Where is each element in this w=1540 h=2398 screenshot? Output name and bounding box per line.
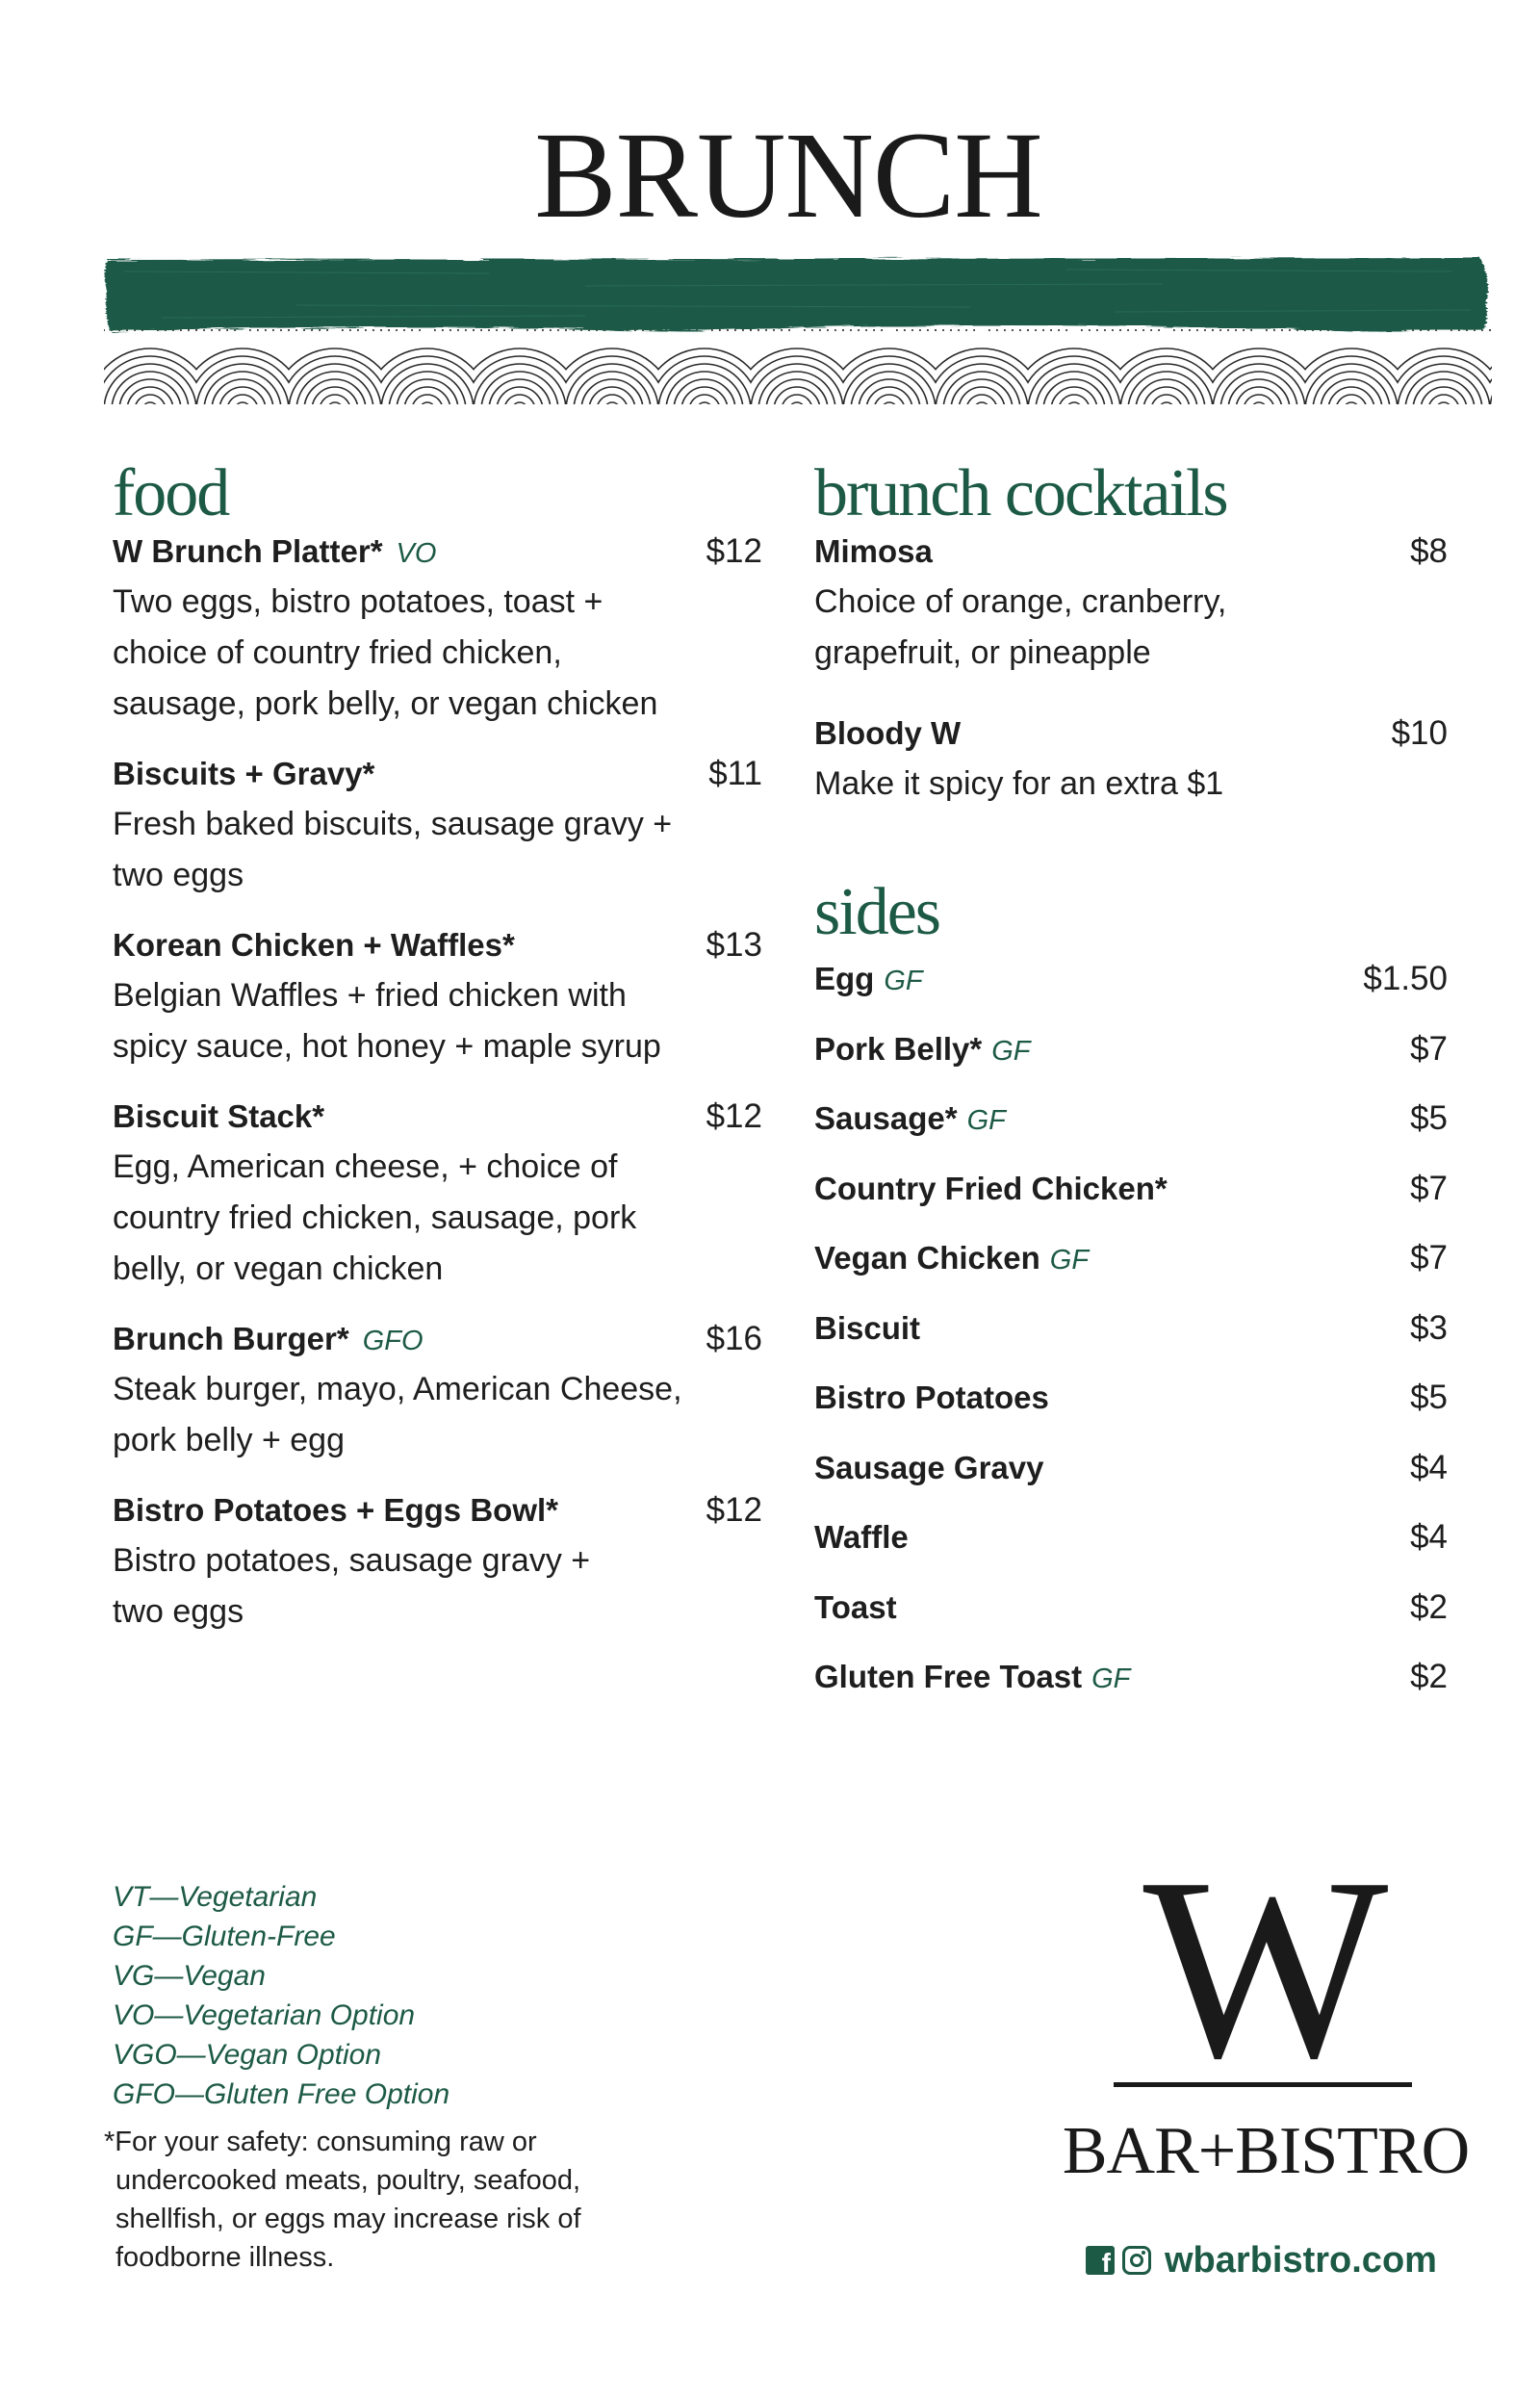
item-name: Biscuit Stack* — [113, 1098, 325, 1134]
item-desc-line: Belgian Waffles + fried chicken with — [113, 977, 627, 1014]
sides-list — [814, 944, 1448, 1713]
item-name: Bistro Potatoes — [814, 1379, 1049, 1415]
cocktails-heading: brunch cocktails — [814, 456, 1227, 530]
item-desc-line: grapefruit, or pineapple — [814, 634, 1151, 671]
social-links — [1086, 2238, 1437, 2282]
item-price: $8 — [1410, 532, 1448, 570]
legend-item: GF—Gluten-Free — [113, 1921, 336, 1952]
item-name: W Brunch Platter* — [113, 533, 383, 569]
item-desc-line: Make it spicy for an extra $1 — [814, 765, 1224, 802]
item-name: Country Fried Chicken* — [814, 1170, 1168, 1206]
safety-line: foodborne illness. — [116, 2242, 335, 2273]
menu-item — [113, 526, 762, 730]
item-name: Vegan Chicken — [814, 1240, 1040, 1276]
side-item — [814, 1503, 1448, 1573]
menu-item — [113, 1091, 762, 1295]
brand-name: BAR+BISTRO — [1062, 2114, 1470, 2188]
item-desc-line: Choice of orange, cranberry, — [814, 583, 1227, 620]
cocktail-item — [814, 708, 1448, 810]
item-desc-line: Two eggs, bistro potatoes, toast + — [113, 583, 603, 620]
item-name: Toast — [814, 1588, 897, 1625]
item-desc-line: Egg, American cheese, + choice of — [113, 1148, 618, 1185]
item-name: Sausage* — [814, 1100, 958, 1136]
decorative-banner — [104, 252, 1492, 404]
side-item — [814, 1573, 1448, 1643]
item-price: $16 — [706, 1320, 762, 1357]
logo-divider — [1114, 2082, 1412, 2087]
w-logo — [1107, 1858, 1424, 2070]
dietary-tag: VO — [396, 538, 437, 569]
item-name: Biscuit — [814, 1309, 921, 1346]
item-name: Brunch Burger* — [113, 1321, 349, 1356]
side-item — [814, 1084, 1448, 1154]
item-desc-line: spicy sauce, hot honey + maple syrup — [113, 1028, 661, 1065]
side-item — [814, 1642, 1448, 1713]
item-price: $2 — [1410, 1587, 1448, 1626]
item-desc-line: sausage, pork belly, or vegan chicken — [113, 685, 658, 722]
item-desc-line: country fried chicken, sausage, pork — [113, 1199, 637, 1236]
safety-notice — [104, 2123, 681, 2277]
legend-item: VG—Vegan — [113, 1960, 266, 1992]
item-name: Bistro Potatoes + Eggs Bowl* — [113, 1492, 558, 1528]
menu-item — [113, 919, 762, 1072]
side-item — [814, 1154, 1448, 1225]
item-price: $1.50 — [1363, 960, 1448, 997]
dietary-legend — [113, 1877, 690, 2114]
food-section — [113, 456, 762, 1656]
item-name: Waffle — [814, 1519, 909, 1555]
cocktail-item — [814, 526, 1448, 679]
dietary-tag: GF — [884, 966, 923, 996]
item-price: $3 — [1410, 1308, 1448, 1347]
item-name: Biscuits + Gravy* — [113, 756, 375, 791]
item-price: $7 — [1410, 1239, 1448, 1276]
item-desc-line: choice of country fried chicken, — [113, 634, 562, 671]
side-item — [814, 944, 1448, 1015]
safety-line: undercooked meats, poultry, seafood, — [116, 2165, 581, 2196]
item-price: $5 — [1410, 1099, 1448, 1137]
menu-item — [113, 1484, 762, 1637]
item-price: $2 — [1410, 1658, 1448, 1695]
item-price: $12 — [706, 1097, 762, 1135]
item-desc-line: Bistro potatoes, sausage gravy + — [113, 1542, 591, 1579]
facebook-icon[interactable] — [1086, 2246, 1115, 2275]
side-item — [814, 1015, 1448, 1085]
dietary-tag: GF — [1091, 1663, 1131, 1694]
item-name: Korean Chicken + Waffles* — [113, 927, 515, 963]
item-desc-line: Fresh baked biscuits, sausage gravy + — [113, 806, 673, 842]
dietary-tag: GF — [991, 1035, 1031, 1067]
menu-item — [113, 748, 762, 901]
logo-letter: W — [1142, 1858, 1389, 2070]
item-price: $4 — [1410, 1448, 1448, 1486]
food-heading: food — [113, 456, 229, 530]
item-price: $10 — [1391, 714, 1448, 752]
item-name: Bloody W — [814, 715, 962, 751]
item-desc-line: belly, or vegan chicken — [113, 1251, 444, 1287]
safety-line: shellfish, or eggs may increase risk of — [116, 2204, 581, 2234]
item-name: Gluten Free Toast — [814, 1659, 1083, 1694]
dietary-tag: GF — [966, 1105, 1006, 1136]
side-item — [814, 1363, 1448, 1433]
item-price: $13 — [706, 926, 762, 964]
page-title: BRUNCH — [534, 107, 1042, 244]
item-name: Pork Belly* — [814, 1030, 983, 1067]
instagram-icon[interactable] — [1122, 2246, 1151, 2275]
legend-item: VT—Vegetarian — [113, 1881, 318, 1913]
item-price: $7 — [1410, 1169, 1448, 1207]
item-price: $7 — [1410, 1029, 1448, 1068]
website-link[interactable]: wbarbistro.com — [1165, 2239, 1437, 2281]
item-desc-line: Steak burger, mayo, American Cheese, — [113, 1371, 682, 1407]
safety-line: *For your safety: consuming raw or — [104, 2127, 537, 2157]
item-name: Egg — [814, 961, 875, 996]
side-item — [814, 1433, 1448, 1504]
side-item — [814, 1294, 1448, 1364]
item-desc-line: two eggs — [113, 1593, 244, 1630]
item-desc-line: two eggs — [113, 857, 244, 893]
dietary-tag: GF — [1049, 1245, 1090, 1276]
item-price: $11 — [708, 755, 762, 792]
menu-item — [113, 1313, 762, 1466]
item-desc-line: pork belly + egg — [113, 1422, 345, 1458]
legend-item: VO—Vegetarian Option — [113, 1999, 416, 2031]
item-price: $12 — [706, 1491, 762, 1529]
item-price: $4 — [1410, 1518, 1448, 1556]
right-column — [814, 456, 1448, 1713]
sides-heading: sides — [814, 875, 939, 949]
item-price: $5 — [1410, 1379, 1448, 1416]
legend-item: GFO—Gluten Free Option — [113, 2078, 450, 2110]
item-name: Sausage Gravy — [814, 1449, 1044, 1485]
item-price: $12 — [706, 532, 762, 570]
legend-item: VGO—Vegan Option — [113, 2039, 382, 2071]
side-item — [814, 1224, 1448, 1294]
dietary-tag: GFO — [362, 1326, 424, 1356]
item-name: Mimosa — [814, 533, 933, 569]
